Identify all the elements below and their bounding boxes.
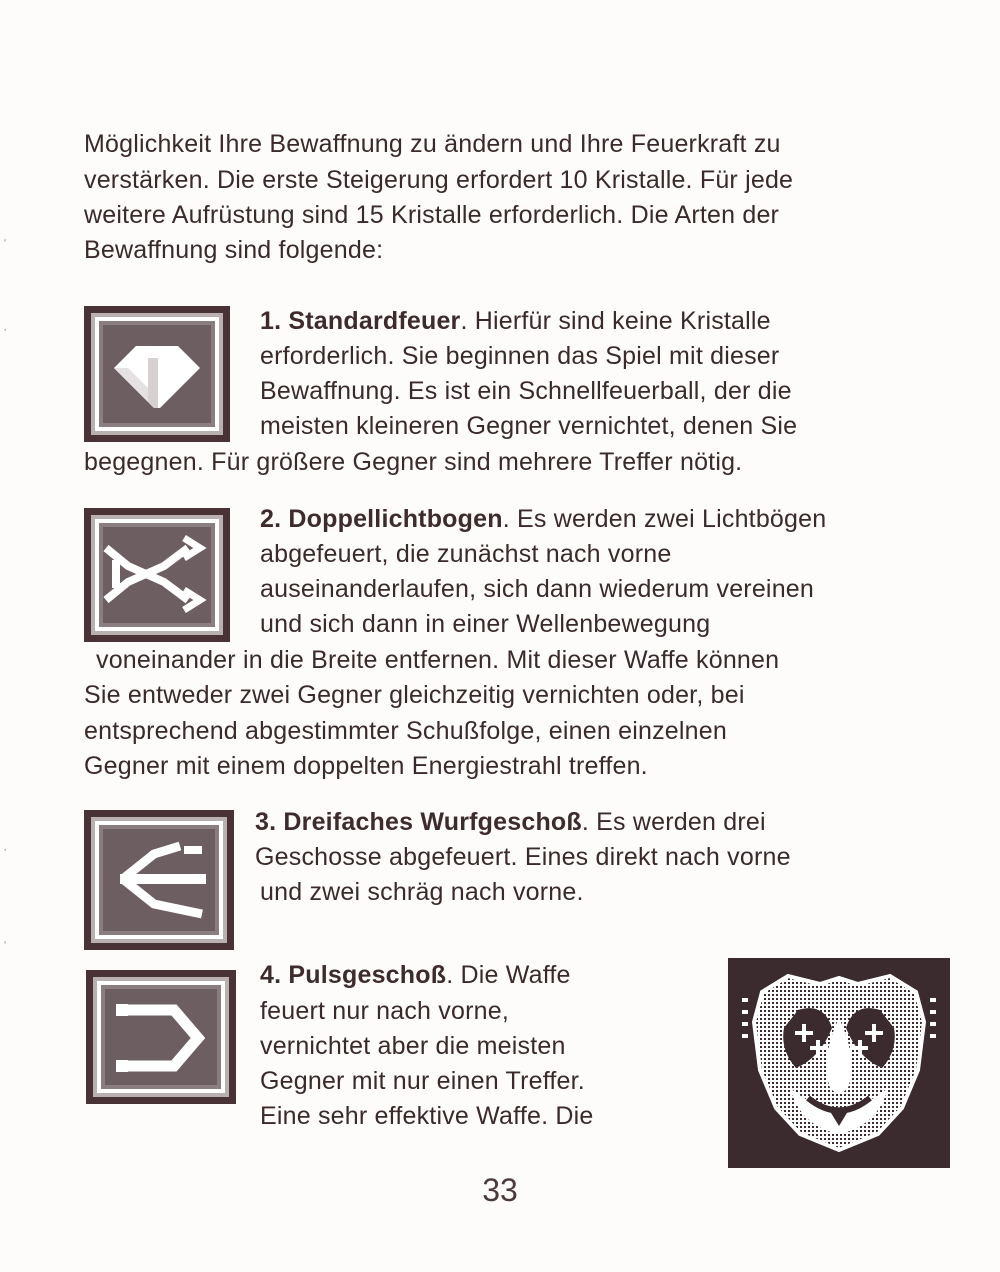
weapon-4-line-4: Gegner mit nur einen Treffer. (260, 1067, 585, 1095)
weapon-2-line-2: abgefeuert, die zunächst nach vorne (260, 540, 672, 568)
triple-shot-icon (84, 810, 234, 950)
scan-speck: ’ (4, 848, 7, 859)
pulse-shot-icon (86, 970, 236, 1104)
weapon-2-line-6: Sie entweder zwei Gegner gleichzeitig vernichten oder, bei (84, 681, 745, 709)
weapon-1-text: . Hierfür sind keine Kristalle (460, 307, 771, 335)
weapon-4-text: . Die Waffe (446, 961, 571, 989)
weapon-3-line-1 (255, 804, 766, 840)
weapon-4-line-1 (260, 957, 571, 993)
weapon-1-line-4: meisten kleineren Gegner vernichtet, denen Sie (260, 412, 798, 440)
weapon-2-line-1 (260, 501, 826, 537)
intro-line-4: Bewaffnung sind folgende: (84, 236, 384, 264)
scan-speck: ’ (4, 328, 7, 339)
weapon-2-line-5: voneinander in die Breite entfernen. Mit dieser Waffe können (96, 646, 780, 674)
diamond-shot-icon (84, 306, 230, 442)
weapon-1-line-2: erforderlich. Sie beginnen das Spiel mit dieser (260, 342, 780, 370)
weapon-2-line-4: und sich dann in einer Wellenbewegung (260, 610, 711, 638)
weapon-4-title: 4. Pulsgeschoß (260, 961, 447, 989)
intro-line-1: Möglichkeit Ihre Bewaffnung zu ändern und Ihre Feuerkraft zu (84, 130, 781, 158)
scan-speck: ‘ (4, 238, 7, 249)
weapon-3-title: 3. Dreifaches Wurfgeschoß (255, 808, 582, 836)
weapon-1-line-1 (260, 303, 771, 339)
weapon-1-line-5: begegnen. Für größere Gegner sind mehrere Treffer nötig. (84, 448, 743, 476)
weapon-2-line-8: Gegner mit einem doppelten Energiestrahl treffen. (84, 752, 648, 780)
weapon-4-line-5: Eine sehr effektive Waffe. Die (260, 1102, 594, 1130)
double-arc-icon (84, 508, 230, 642)
weapon-1-title: 1. Standardfeuer (260, 307, 461, 335)
weapon-1-line-3: Bewaffnung. Es ist ein Schnellfeuerball, der die (260, 377, 792, 405)
weapon-3-text: . Es werden drei (581, 808, 766, 836)
page-number: 33 (482, 1172, 518, 1208)
intro-line-3: weitere Aufrüstung sind 15 Kristalle erforderlich. Die Arten der (84, 201, 780, 229)
weapon-2-title: 2. Doppellichtbogen (260, 505, 503, 533)
scan-speck: ‘ (4, 940, 7, 951)
monster-face-icon (728, 958, 950, 1168)
weapon-2-text: . Es werden zwei Lichtbögen (502, 505, 827, 533)
weapon-2-line-3: auseinanderlaufen, sich dann wiederum vereinen (260, 575, 814, 603)
weapon-4-line-3: vernichtet aber die meisten (260, 1032, 566, 1060)
weapon-3-line-3: und zwei schräg nach vorne. (260, 878, 584, 906)
weapon-3-line-2: Geschosse abgefeuert. Eines direkt nach vorne (255, 843, 791, 871)
weapon-4-line-2: feuert nur nach vorne, (260, 997, 509, 1025)
weapon-2-line-7: entsprechend abgestimmter Schußfolge, einen einzelnen (84, 717, 727, 745)
intro-line-2: verstärken. Die erste Steigerung erfordert 10 Kristalle. Für jede (84, 166, 794, 194)
